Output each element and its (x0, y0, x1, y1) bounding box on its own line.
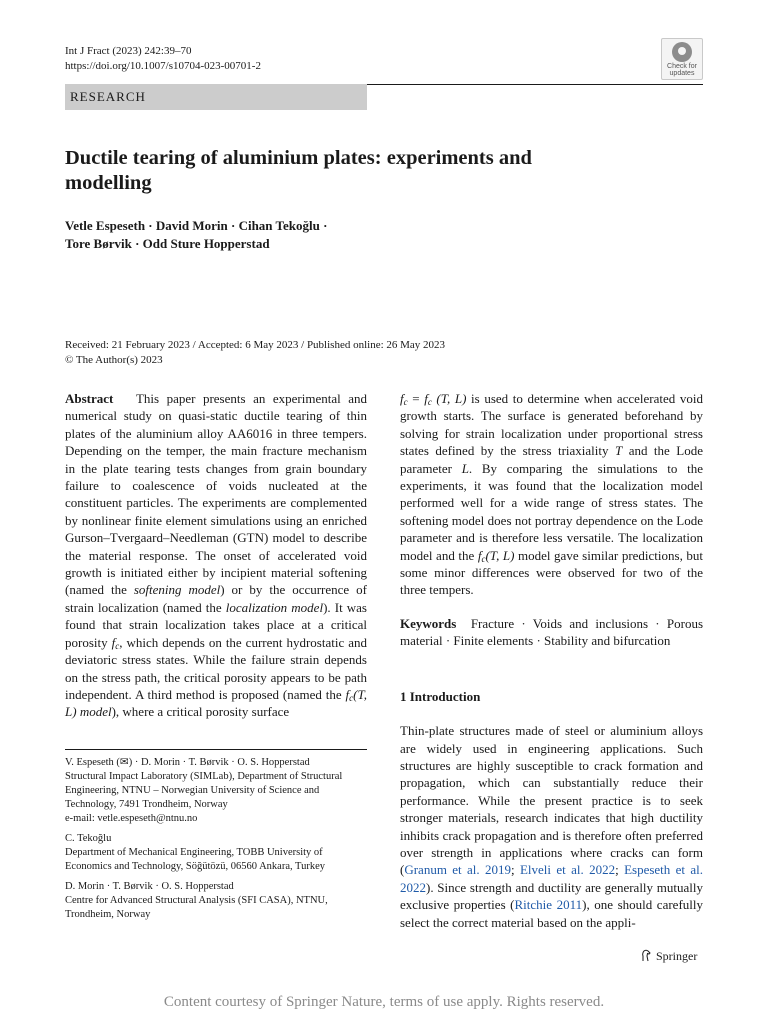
introduction-text: Thin-plate structures made of steel or aluminium alloys are widely used in engineering applications. Such structures are highly susceptible to crack formation and propagation, which can substantially reduce their performance. While the present practice is to seek stronger materials, research indicates that high ductility inhibits crack propagation and is therefore often preferred over strength in applications where cracks can form (Granum et al. 2019; Elveli et al. 2022; Espeseth et al. 2022). Since strength and ductility are generally mutually exclusive properties (Ritchie 2011), one should carefully select the correct material based on the appli- (400, 723, 704, 930)
abstract-continued: $f_c = f_c$ (T, L) is used to determine when accelerated void growth starts. The surface is generated beforehand by solving for strain localization under proportional stress states defined by the stress triaxiality T and the Lode parameter L. By comparing the simulations to the experiments, it was found that the localization model performed well for a wide range of stress states. The softening model does not portray dependence on the Lode parameter and is therefore less versatile. The localization model and the $f_c(T$, L) model gave similar predictions, but some minor differences were observed for two of the three tempers. (400, 391, 704, 598)
abstract-column (65, 390, 367, 721)
affiliation-1: V. Espeseth (✉) · D. Morin · T. Børvik · O. S. Hopperstad Structural Impact Laboratory (SIMLab), Department of Structural Engineering, NTNU – Norwegian University of Science and Technology, 7491 Trondheim, Norway e-mail: vetle.espeseth@ntnu.no (65, 756, 367, 826)
math-fc-model: $f_c(T$, L) model (65, 686, 368, 720)
citation-ritchie-2011[interactable]: Ritchie 2011 (514, 897, 583, 913)
copyright-line: © The Author(s) 2023 (65, 354, 163, 366)
email-link[interactable]: e-mail: vetle.espeseth@ntnu.no (65, 813, 198, 824)
courtesy-notice: Content courtesy of Springer Nature, terms of use apply. Rights reserved. (163, 994, 605, 1010)
section-label: RESEARCH (65, 84, 367, 110)
citation-elveli-2022[interactable]: Elveli et al. 2022 (519, 862, 616, 878)
check-for-updates-label: Check for updates (667, 63, 697, 77)
springer-horse-icon (640, 949, 652, 962)
article-title: Ductile tearing of aluminium plates: experiments and modelling (65, 147, 532, 194)
keywords: Keywords Fracture · Voids and inclusions · Porous material · Finite elements · Stability and bifurcation (400, 615, 703, 649)
abstract-text: Abstract This paper presents an experimental and numerical study on quasi-static ductile tearing of thin plates of the aluminium alloy AA6016 in three tempers. Depending on the temper, the main fracture mechanism in the plate tearing tests changes from grain boundary failure to coalescence of voids nucleated at the constituent particles. The experiments are complemented by nonlinear finite element simulations using an enriched Gurson–Tvergaard–Needleman (GTN) model to describe the material response. The onset of accelerated void growth is initiated either by incipient material softening (named the softening model) or by the occurrence of strain localization (named the localization model). It was found that strain localization takes place at a critical porosity $f_c$, which depends on the current hydrostatic and deviatoric stress states. While the failure strain depends on the stress path, the critical porosity appears to be path independent. A third method is proposed (named the $f_c(T$, L) model), where a critical porosity surface (65, 391, 368, 720)
right-column (400, 390, 703, 931)
publisher-mark (640, 948, 697, 964)
authors-line-2: Tore Børvik · Odd Sture Hopperstad (65, 236, 270, 251)
affiliation-2: C. Tekoğlu Department of Mechanical Engineering, TOBB University of Economics and Technology, Söğütözü, 06560 Ankara, Turkey (65, 833, 325, 872)
affiliation-3: D. Morin · T. Børvik · O. S. Hopperstad Centre for Advanced Structural Analysis (SFI CASA), NTNU, Trondheim, Norway (65, 881, 328, 920)
introduction-heading: 1 Introduction (400, 688, 481, 704)
authors-line-1: Vetle Espeseth · David Morin · Cihan Tekoğlu · (65, 218, 328, 233)
doi-link[interactable]: https://doi.org/10.1007/s10704-023-00701-2 (65, 60, 261, 72)
publisher-name: Springer (656, 949, 698, 963)
author-list (65, 217, 425, 253)
affiliations (65, 756, 367, 928)
abstract-heading: Abstract (65, 391, 114, 406)
math-fc-eq: $f_c = f_c$ (T, L) (400, 391, 467, 407)
keywords-heading: Keywords (400, 615, 457, 631)
citation-espeseth-2022[interactable]: Espeseth et al. 2022 (400, 862, 703, 895)
math-fc-tl: $f_c(T$, L) (477, 547, 515, 564)
math-fc: $f_c$ (111, 634, 120, 651)
date-history: Received: 21 February 2023 / Accepted: 6 May 2023 / Published online: 26 May 2023 (65, 339, 446, 351)
journal-header (65, 44, 261, 74)
update-icon (672, 42, 692, 62)
journal-citation: Int J Fract (2023) 242:39–70 (65, 45, 192, 57)
citation-granum-2019[interactable]: Granum et al. 2019 (404, 862, 512, 878)
publication-dates (65, 338, 445, 368)
footnote-rule (65, 749, 367, 750)
check-for-updates-badge[interactable] (661, 38, 703, 80)
